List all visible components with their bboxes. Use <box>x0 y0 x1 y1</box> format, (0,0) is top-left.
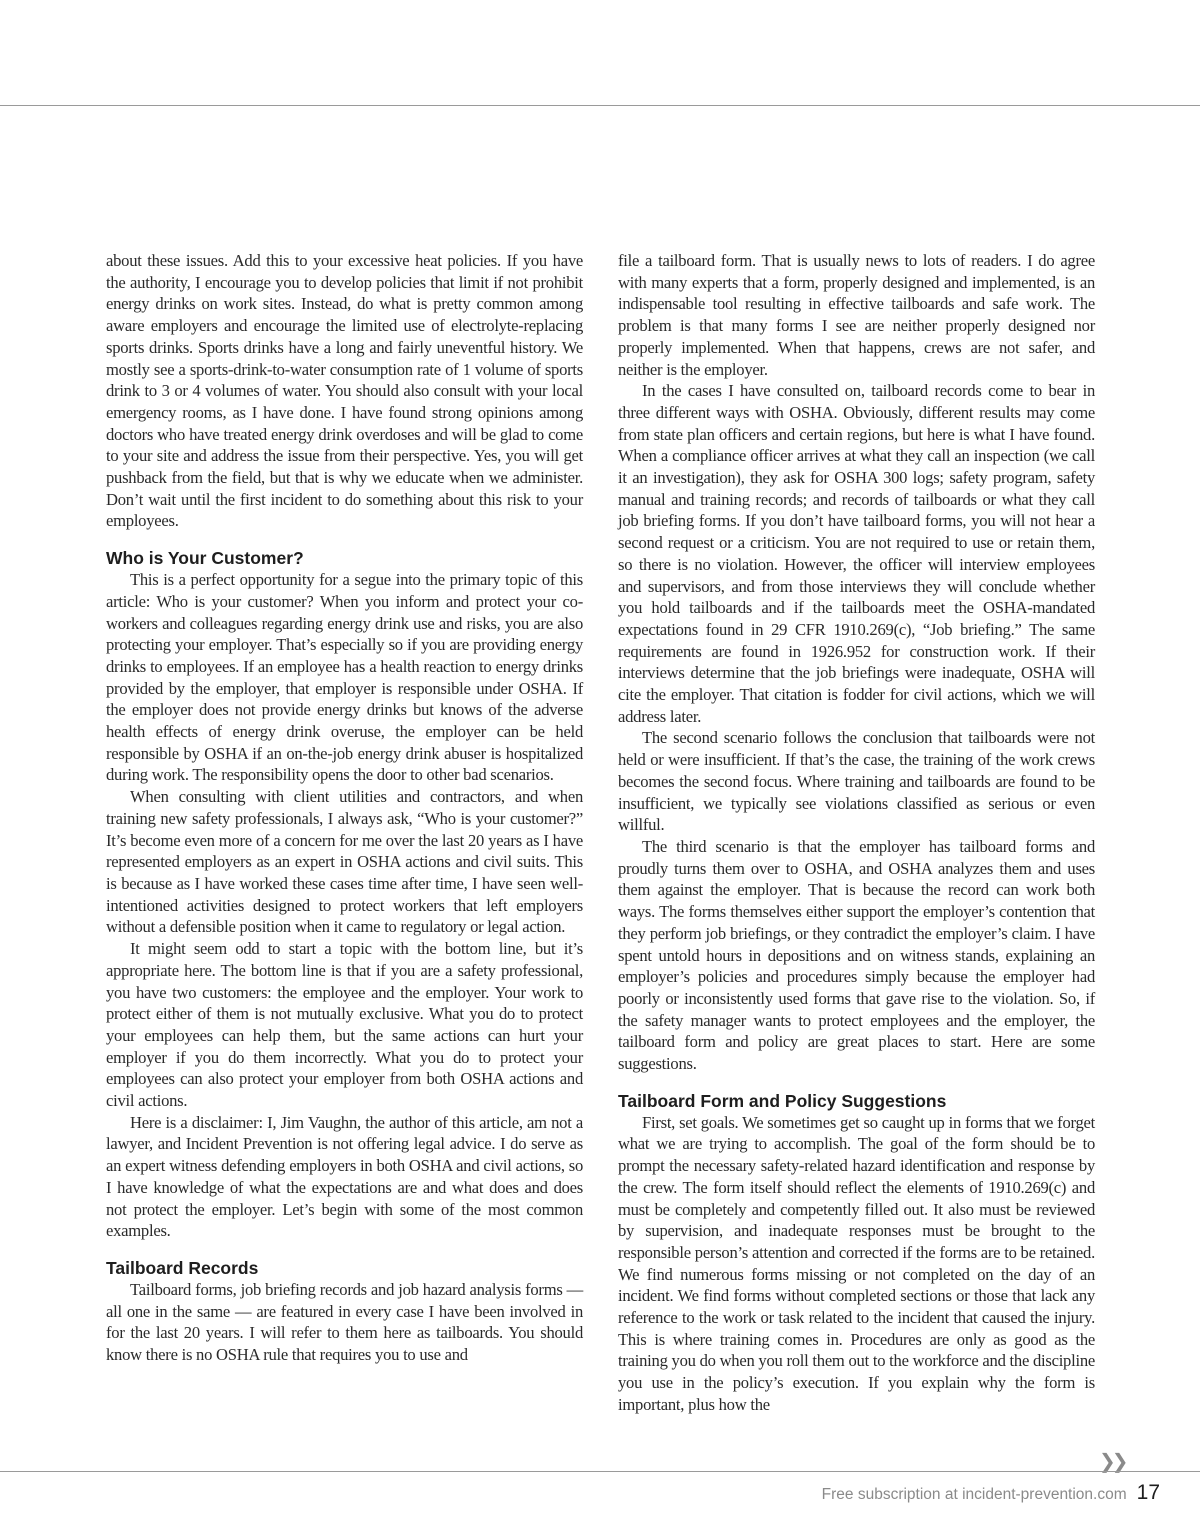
paragraph: In the cases I have consulted on, tailboard records come to bear in three different ways with OSHA. Obviously, different results may come from state plan officers and certain regions, but here is what I have found. When a compliance officer arrives at what they call an inspection (we call it an investigation), they ask for OSHA 300 logs; safety program, safety manual and training records; and records of tailboards or what they call job briefing forms. If you don’t have tailboard forms, you will not hear a second request or a criticism. You are not required to use or retain them, so there is no violation. However, the officer will interview employees and supervisors, and from those interviews they will conclude whether you hold tailboards and if the tailboards meet the OSHA-mandated expectations found in 29 CFR 1910.269(c), “Job briefing.” The same requirements are found in 1926.952 for construction work. If their interviews determine that the job briefings were inadequate, OSHA will cite the employer. That citation is fodder for civil actions, which we will address later. <box>618 381 1095 726</box>
paragraph: When consulting with client utilities and contractors, and when training new safety professionals, I always ask, “Who is your customer?” It’s become even more of a concern for me over the last 20 years as I have represented employers as an expert in OSHA actions and civil suits. This is because as I have worked these cases time after time, I have seen well-intentioned activities designed to protect workers that left employers without a defensible position when it came to regulatory or legal action. <box>106 787 583 937</box>
paragraph: about these issues. Add this to your excessive heat policies. If you have the authority, I encourage you to develop policies that limit if not prohibit energy drinks on work sites. Instead, do what is pretty common among aware employers and encourage the limited use of electrolyte-replacing sports drinks. Sports drinks have a long and fairly uneventful history. We mostly see a sports-drink-to-water consumption rate of 1 volume of sports drink to 3 or 4 volumes of water. You should also consult with your local emergency rooms, as I have done. I have found strong opinions among doctors who have treated energy drink overdoses and will be glad to come to your site and address the issue from their perspective. Yes, you will get pushback from the field, but that is why we educate when we administer. Don’t wait until the first incident to do something about this risk to your employees. <box>106 251 583 531</box>
paragraph: This is a perfect opportunity for a segue into the primary topic of this article: Who is your customer? When you inform and protect your co-workers and colleagues regarding energy drink use and risks, you are also protecting your employer. That’s especially so if you are providing energy drinks to employees. If an employee has a health reaction to energy drinks provided by the employer, that employer is responsible under OSHA. If the employer does not provide energy drinks but knows of the adverse health effects of energy drink overuse, the employer can be held responsible by OSHA if an on-the-job energy drink abuser is hospitalized during work. The responsibility opens the door to other bad scenarios. <box>106 570 583 785</box>
section-heading-suggestions: Tailboard Form and Policy Suggestions <box>618 1090 947 1111</box>
right-column <box>618 250 1095 1416</box>
double-chevron-right-icon: ❯❯ <box>1099 1449 1125 1473</box>
paragraph: Here is a disclaimer: I, Jim Vaughn, the author of this article, am not a lawyer, and Incident Prevention is not offering legal advice. I do serve as an expert witness defending employers in both OSHA and civil actions, so I have knowledge of what the expectations are and what does and does not protect the employer. Let’s begin with some of the most common examples. <box>106 1112 583 1241</box>
paragraph: Tailboard forms, job briefing records and job hazard analysis forms — all one in the same — are featured in every case I have been involved in for the last 20 years. I will refer to them here as tailboards. You should know there is no OSHA rule that requires you to use and <box>106 1279 583 1365</box>
page-number: 17 <box>1136 1481 1160 1504</box>
section-heading-customer: Who is Your Customer? <box>106 548 304 569</box>
left-column <box>106 250 583 1366</box>
paragraph: It might seem odd to start a topic with the bottom line, but it’s appropriate here. The bottom line is that if you are a safety professional, you have two customers: the employee and the employer. Your work to protect either of them is not mutually exclusive. What you do to protect your employees can help them, but the same actions can hurt your employer if you do them incorrectly. What you do to protect your employees can also protect your employer from both OSHA actions and civil actions. <box>106 939 583 1111</box>
paragraph: file a tailboard form. That is usually news to lots of readers. I do agree with many experts that a form, properly designed and implemented, is an indispensable tool resulting in effective tailboards and safe work. The problem is that many forms I see are neither properly designed nor properly implemented. When that happens, crews are not safer, and neither is the employer. <box>618 251 1095 379</box>
subscription-link[interactable]: Free subscription at incident-prevention.com <box>821 1486 1127 1503</box>
footer-rule <box>0 1471 1200 1472</box>
paragraph: The second scenario follows the conclusion that tailboards were not held or were insufficient. If that’s the case, the training of the work crews becomes the second focus. Where training and tailboards are found to be insufficient, we typically see violations classified as serious or even willful. <box>618 728 1095 835</box>
section-heading-tailboard-records: Tailboard Records <box>106 1257 259 1278</box>
paragraph: The third scenario is that the employer has tailboard forms and proudly turns them over to OSHA, and OSHA analyzes them and uses them against the employer. That is because the record can work both ways. The forms themselves either support the employer’s contention that they perform job briefings, or they contradict the employer’s claim. I have spent untold hours in depositions and on witness stands, explaining an employer’s policies and procedures simply because the employer had poorly or inconsistently used forms that gave rise to the violation. So, if the safety manager wants to protect employees and the employer, the tailboard form and policy are great places to start. Here are some suggestions. <box>618 836 1095 1074</box>
page-footer <box>822 1481 1160 1505</box>
paragraph: First, set goals. We sometimes get so caught up in forms that we forget what we are trying to accomplish. The goal of the form should be to prompt the necessary safety-related hazard identification and response by the crew. The form itself should reflect the elements of 1910.269(c) and must be completely and competently filled out. It also must be reviewed by supervision, and inadequate responses must be brought to the responsible person’s attention and corrected if the forms are to be retained. We find numerous forms missing or not completed on the day of an incident. We find forms without completed sections or those that lack any reference to the work or task related to the incident that caused the injury. This is where training comes in. Procedures are only as good as the training you do when you roll them out to the workforce and the discipline you use in the policy’s execution. If you explain why the form is important, plus how the <box>618 1112 1095 1414</box>
header-rule <box>0 105 1200 106</box>
